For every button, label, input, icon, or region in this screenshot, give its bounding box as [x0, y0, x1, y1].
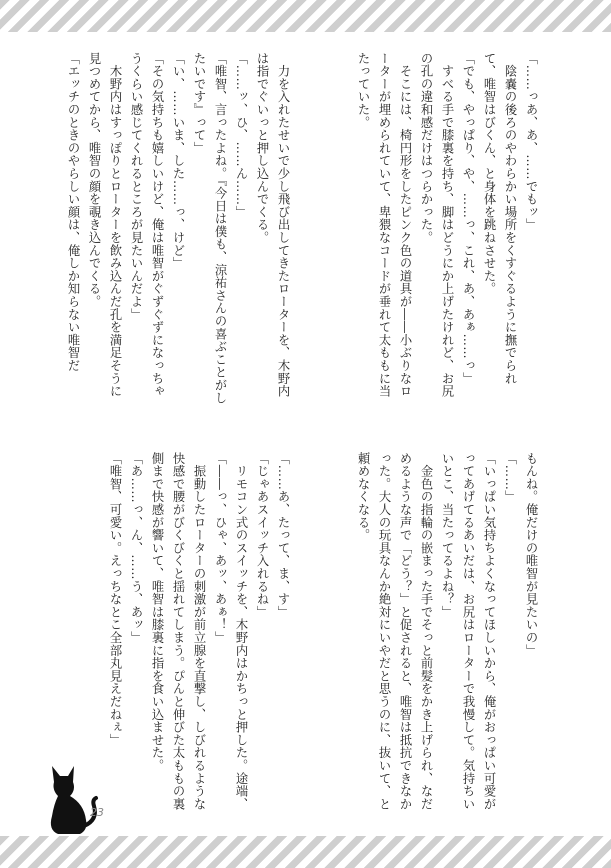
text-column-lower-left: 「……あ、たって、ま、す」 「じゃあスイッチ入れるね」 リモコン式のスイッチを、木野内はかちっと押した。途端、 「――っ、ひゃ、あッ、あぁ！」 振動したローターの刺激が前立腺を直撃し、しびれるような快感で腰がびくびくと揺れてしまう。ぴんと伸びた太ももの裏側まで快感が響いて、唯智は膝裏に指を食い込ませた。 「あ……っ、ん、……う、あッ」 「唯智、可愛い。えっちなとこ全部丸見えだねぇ」: [108, 452, 290, 811]
top-stripe-border: [0, 0, 611, 32]
page-number: 23: [90, 806, 104, 819]
text-column-upper-left: 力を入れたせいで少し飛び出してきたローターを、木野内は指でぐいっと押し込んでくる。 「……ッ、ひ、……ん……」 「唯智、言ったよね。『今日は僕も、涼祐さんの喜ぶことがしたいです』って」 「い、……いま、した……っ、けど」 「その気持ちも嬉しいけど、俺は唯智がぐずぐずになっちゃうくらい感じてくれるところが見たいんだよ」 木野内はすっぽりとローターを飲み込んだ孔を満足そうに見つめてから、唯智の顔を覗き込んでくる。 「エッチのときのやらしい顔は、俺しか知らない唯智だ: [66, 52, 290, 405]
bottom-stripe-border: [0, 836, 611, 868]
black-cat-icon: [40, 760, 102, 838]
text-column-upper-right: 「……っあ、あ、……でもッ」 陰嚢の後ろのやわらかい場所をくすぐるように撫でられて、唯智はびくん、と身体を跳ねさせた。 「でも、やっぱり、や、……っ、これ、あ、あぁ……っ」 すべる手で膝裏を持ち、脚はどうにか上げたけれど、お尻の孔の違和感だけはつらかった。 そこには、椅円形をしたピンク色の道具が――小ぶりなローターが埋められていて、卑猥なコードが垂れて太ももに当たっていた。: [356, 52, 538, 398]
text-column-lower-right: もんね。俺だけの唯智が見たいの」 「……」 「いっぱい気持ちよくなってほしいから、俺がおっぱい可愛がってあげてるあいだは、お尻はローターで我慢して。気持ちいいとこ、当たってるよね？」 金色の指輪の嵌まった手でそっと前髪をかき上げられ、なだめるような声で「どう？」と促されると、唯智は抵抗できなかった。大人の玩具なんか絶対にいやだと思うのに、抜いて、と頼めなくなる。: [356, 452, 538, 811]
